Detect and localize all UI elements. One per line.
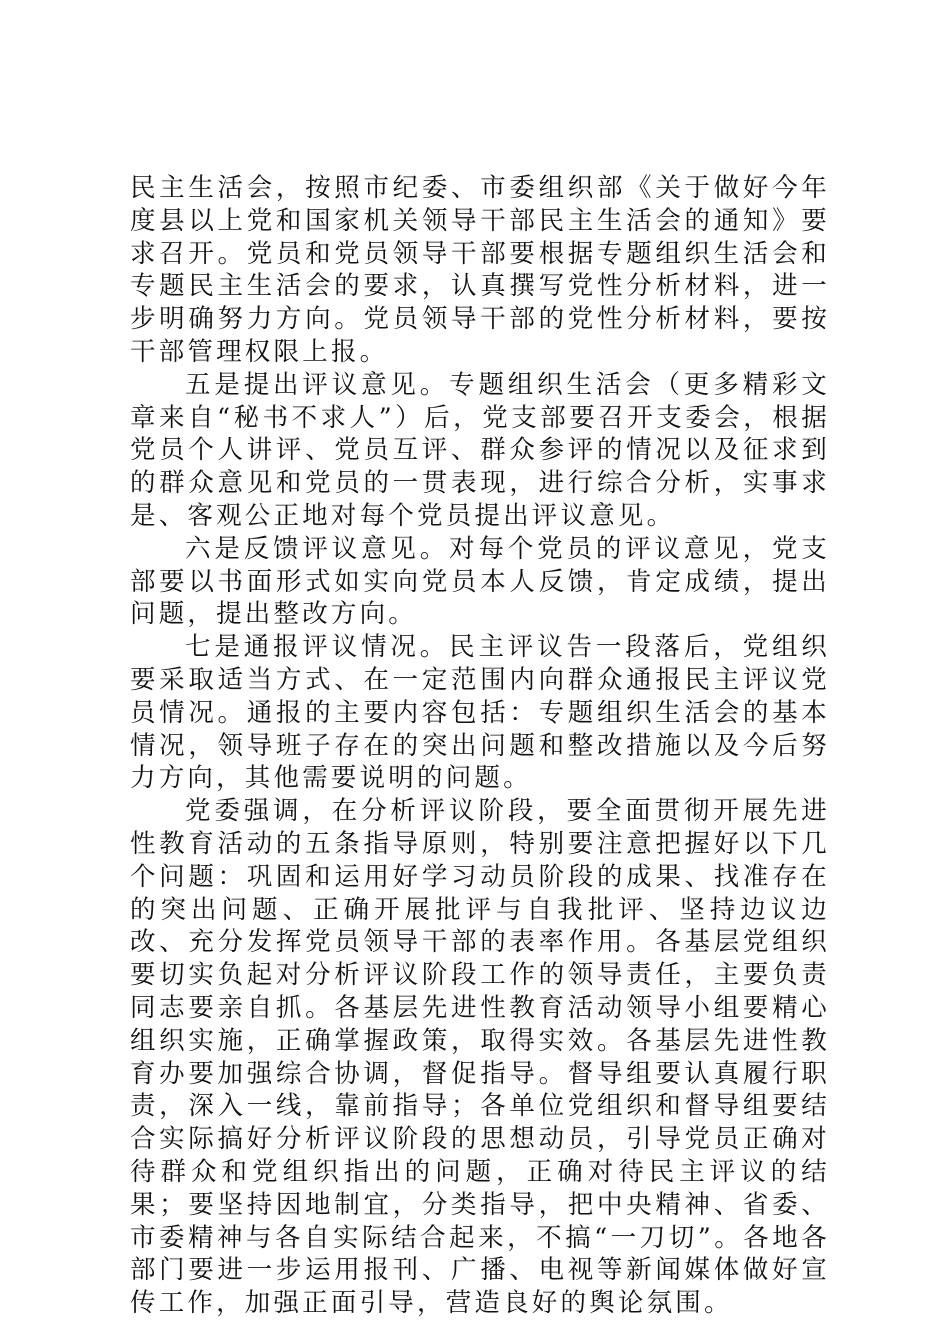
paragraph-continuation: 民主生活会，按照市纪委、市委组织部《关于做好今年度县以上党和国家机关领导干部民主生活会的通知》要求召开。党员和党员领导干部要根据专题组织生活会和专题民主生活会的要求，认真撰写党性分析材料，进一步明确努力方向。党员领导干部的党性分析材料，要按干部管理权限上报。 xyxy=(130,173,830,367)
paragraph-party-committee-emphasis: 党委强调，在分析评议阶段，要全面贯彻开展先进性教育活动的五条指导原则，特别要注意把握好以下几个问题：巩固和运用好学习动员阶段的成果、找准存在的突出问题、正确开展批评与自我批评、坚持边议边改、充分发挥党员领导干部的表率作用。各基层党组织要切实负起对分析评议阶段工作的领导责任，主要负责同志要亲自抓。各基层先进性教育活动领导小组要精心组织实施，正确掌握政策，取得实效。各基层先进性教育办要加强综合协调，督促指导。督导组要认真履行职责，深入一线，靠前指导；各单位党组织和督导组要结合实际搞好分析评议阶段的思想动员，引导党员正确对待群众和党组织指出的问题，正确对待民主评议的结果；要坚持因地制宜，分类指导，把中央精神、省委、市委精神与各自实际结合起来，不搞“一刀切”。各地各部门要进一步运用报刊、广播、电视等新闻媒体做好宣传工作，加强正面引导，营造良好的舆论氛围。 xyxy=(130,796,830,1319)
paragraph-point-seven: 七是通报评议情况。民主评议告一段落后，党组织要采取适当方式、在一定范围内向群众通报民主评议党员情况。通报的主要内容包括：专题组织生活会的基本情况，领导班子存在的突出问题和整改措施以及今后努力方向，其他需要说明的问题。 xyxy=(130,632,830,794)
paragraph-point-five: 五是提出评议意见。专题组织生活会（更多精彩文章来自“秘书不求人”）后，党支部要召开支委会，根据党员个人讲评、党员互评、群众参评的情况以及征求到的群众意见和党员的一贯表现，进行综合分析，实事求是、客观公正地对每个党员提出评议意见。 xyxy=(130,369,830,531)
paragraph-point-six: 六是反馈评议意见。对每个党员的评议意见，党支部要以书面形式如实向党员本人反馈，肯定成绩，提出问题，提出整改方向。 xyxy=(130,533,830,630)
document-body xyxy=(130,172,830,1320)
